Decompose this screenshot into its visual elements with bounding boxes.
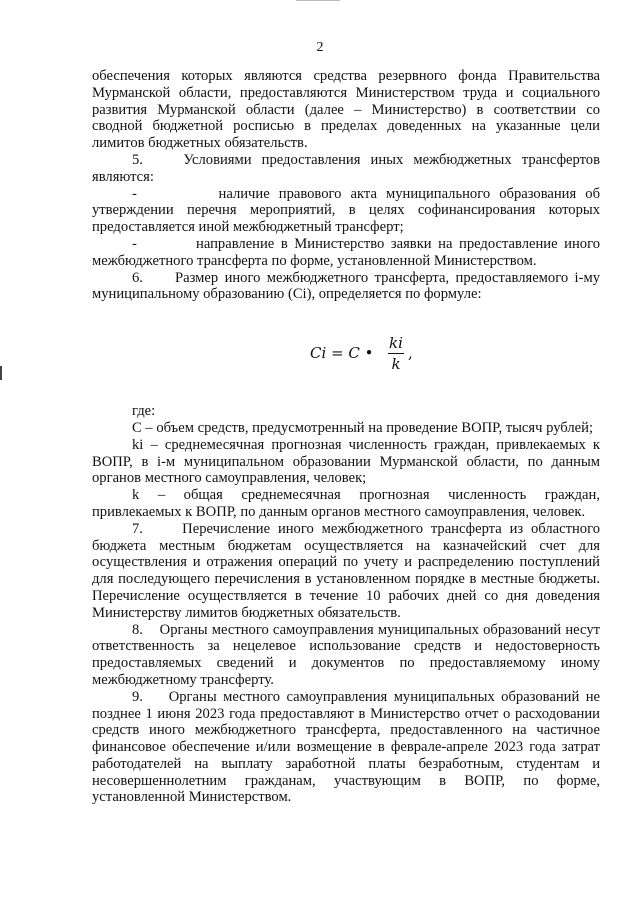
paragraph-continuation: обеспечения которых являются средства резервного фонда Правительства Мурманской области, предоставляются Министерством труда и социального развития Мурманской области (далее – Министерство) в соответствии со сводной бюджетной росписью в пределах доведенных на указанные цели лимитов бюджетных обязательств.	[92, 68, 600, 152]
scan-edge-mark	[296, 0, 340, 5]
list-item-legal-act: - наличие правового акта муниципального образования об утверждении перечня мероприятий, в целях софинансирования которых предоставляется иной межбюджетный трансферт;	[92, 185, 600, 236]
paragraph-6: 6. Размер иного межбюджетного трансферта, предоставляемого i-му муниципальному образованию (Ci), определяется по формуле:	[92, 269, 600, 303]
fraction-bar	[388, 353, 404, 354]
formula-fraction	[388, 335, 404, 373]
scan-margin-mark	[0, 366, 2, 380]
formula-denominator: k	[391, 354, 401, 373]
list-item-application: - направление в Министерство заявки на предоставление иного межбюджетного трансферта по форме, установленной Министерством.	[92, 235, 600, 269]
formula-numerator: ki	[389, 334, 403, 353]
paragraph-7: 7. Перечисление иного межбюджетного трансферта из областного бюджета местным бюджетам осуществляется на казначейский счет для осуществления и отражения операций по учету и распределению поступлений для последующего перечисления в установленном порядке в местные бюджеты. Перечисление осуществляется в течение 10 рабочих дней со дня доведения Министерству лимитов бюджетных обязательств.	[92, 520, 600, 621]
paragraph-8: 8. Органы местного самоуправления муниципальных образований несут ответственность за нецелевое использование средств и недостоверность предоставляемых сведений и документов по предоставляемому иному межбюджетному трансферту.	[92, 621, 600, 688]
formula-lhs: Ci = C •	[310, 344, 374, 363]
page-number: 2	[316, 40, 324, 55]
formula	[92, 303, 600, 403]
document-body	[92, 68, 600, 806]
definition-c: С – объем средств, предусмотренный на проведение ВОПР, тысяч рублей;	[132, 419, 593, 436]
formula-comma: ,	[408, 344, 413, 363]
where-label: где:	[132, 403, 156, 420]
definition-ki: ki – среднемесячная прогнозная численность граждан, привлекаемых к ВОПР, в i-м муниципальном образовании Мурманской области, по данным органов местного самоуправления, человек;	[92, 436, 600, 487]
paragraph-5: 5. Условиями предоставления иных межбюджетных трансфертов являются:	[92, 151, 600, 185]
paragraph-9: 9. Органы местного самоуправления муниципальных образований не позднее 1 июня 2023 года предоставляют в Министерство отчет о расходовании средств иного межбюджетного трансферта, предоставленного на частичное финансовое обеспечение и/или возмещение в феврале-апреле 2023 года затрат работодателей на выплату заработной платы безработным, студентам и несовершеннолетним гражданам, участвующим в ВОПР, по форме, установленной Министерством.	[92, 688, 600, 806]
definition-k: k – общая среднемесячная прогнозная численность граждан, привлекаемых к ВОПР, по данным органов местного самоуправления, человек.	[92, 487, 600, 520]
